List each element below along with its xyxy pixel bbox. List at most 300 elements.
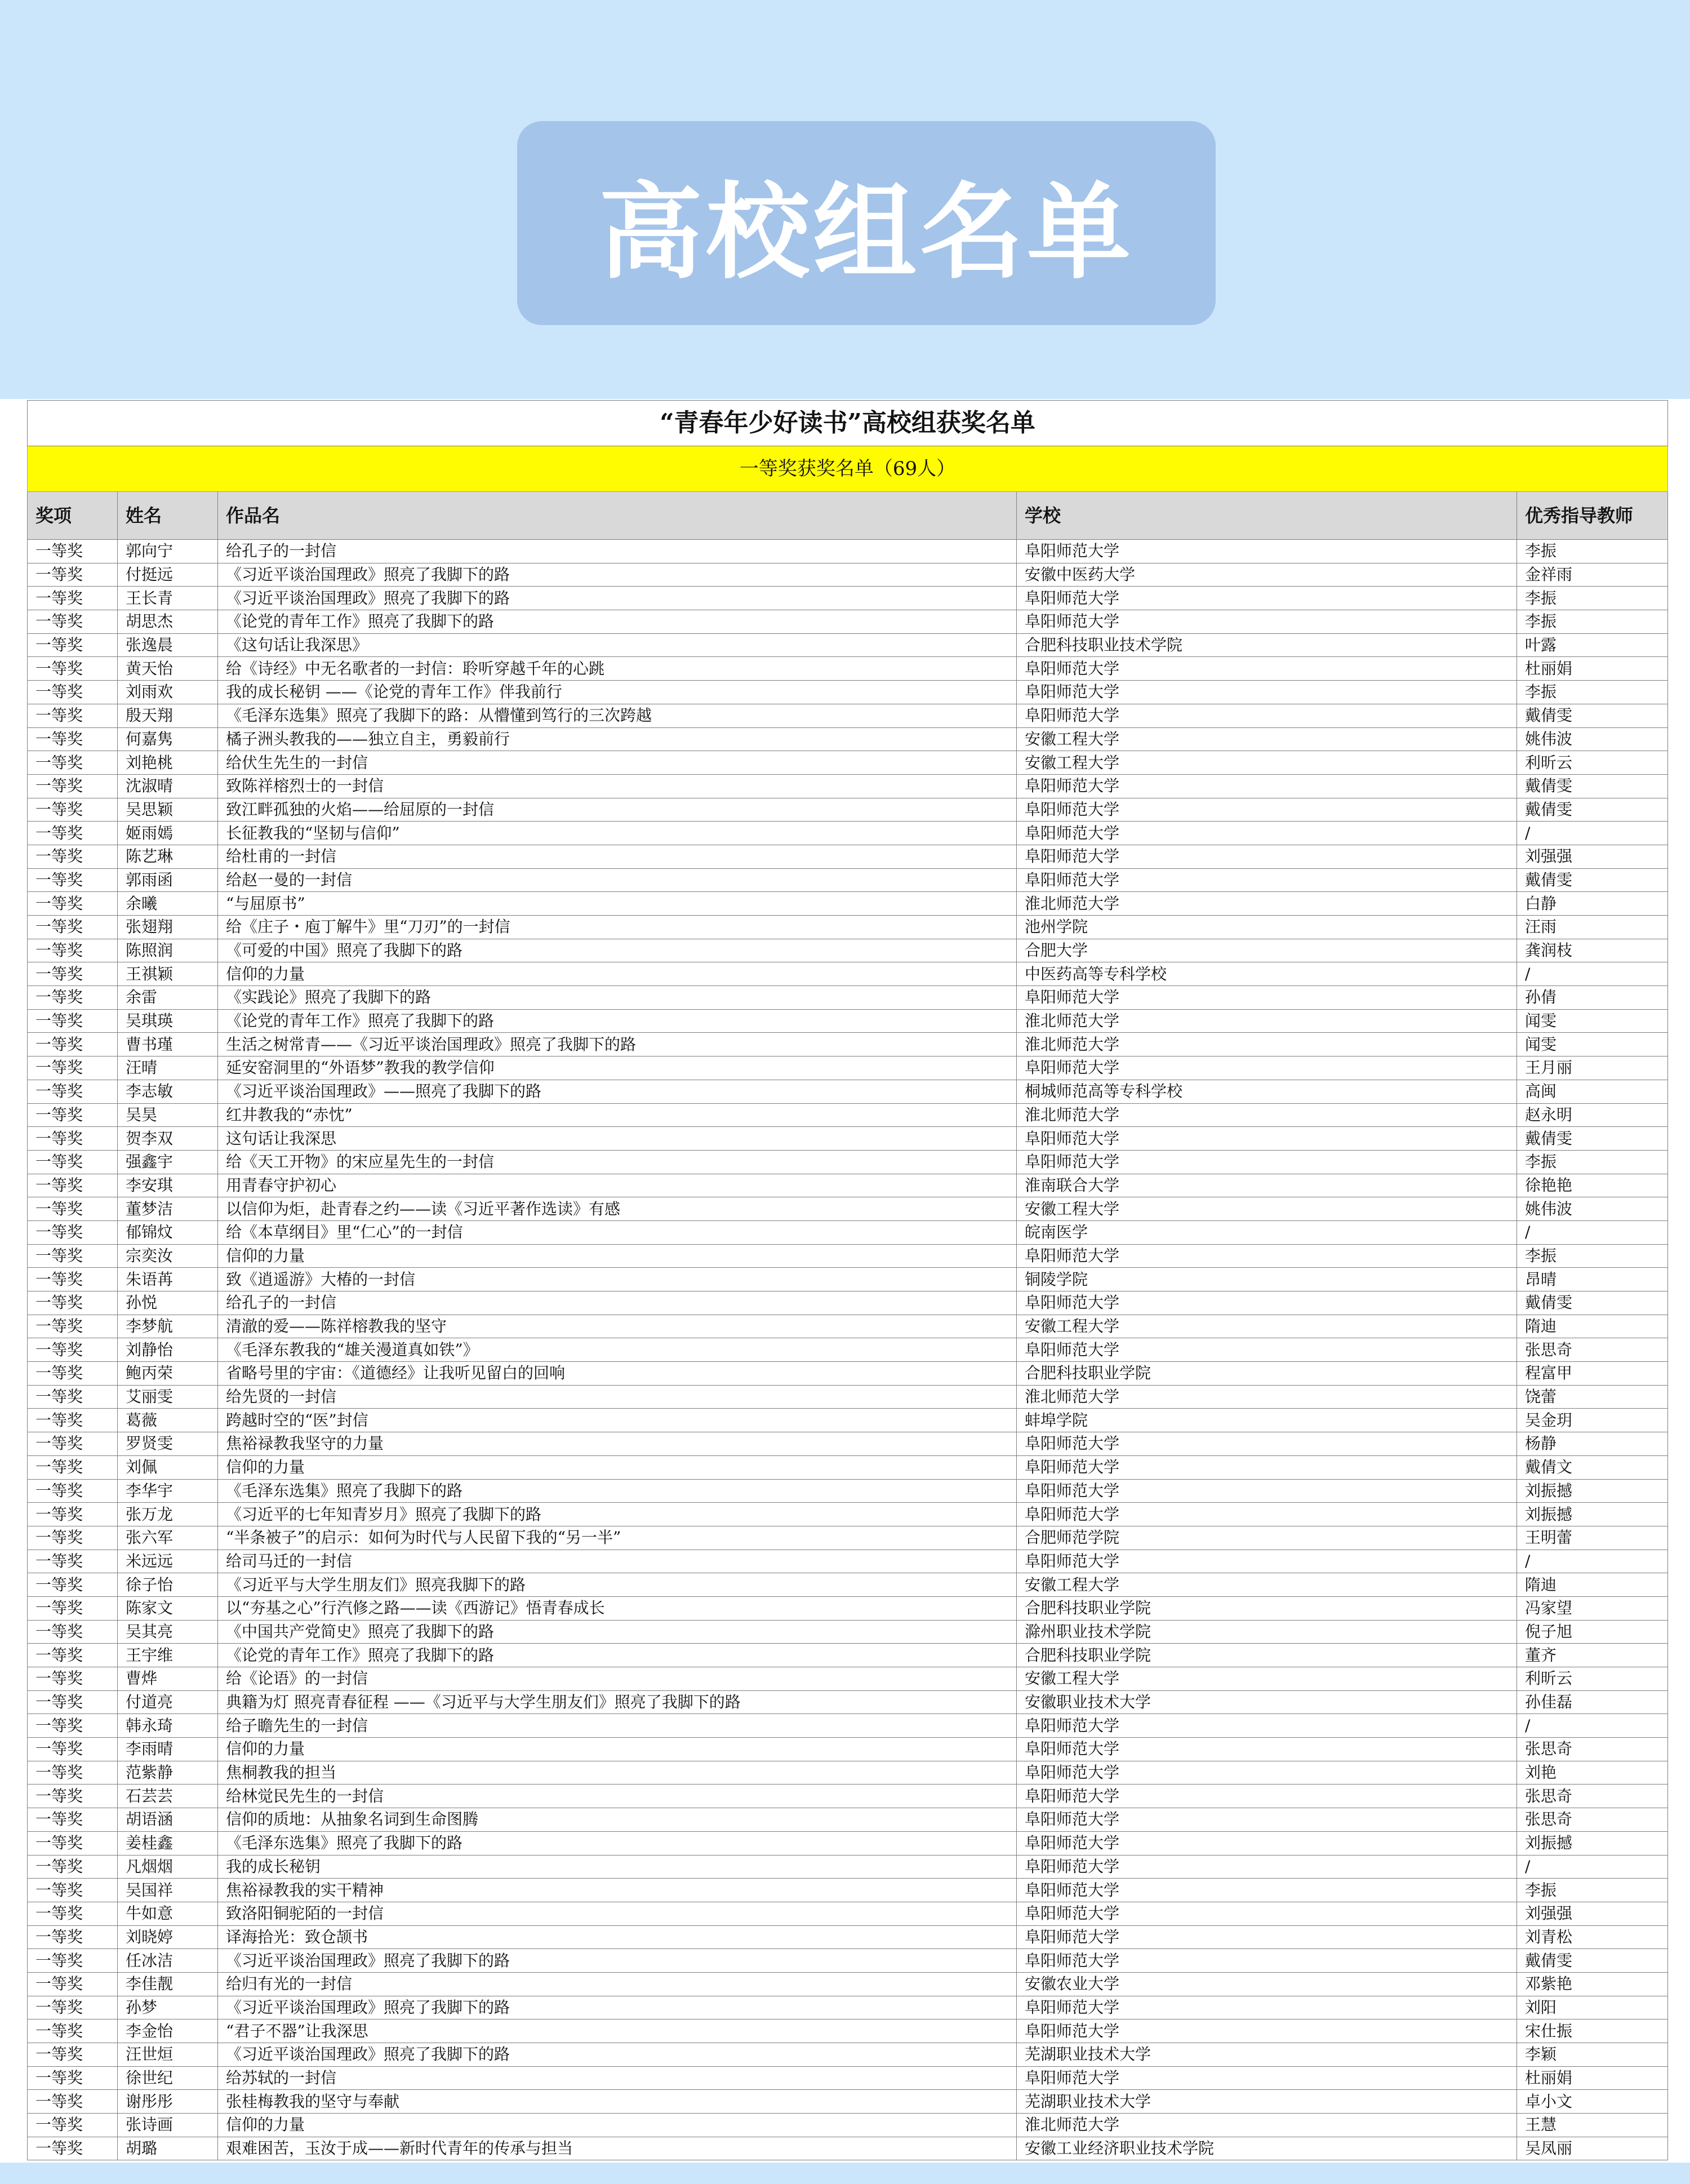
name-cell: 胡思杰	[118, 610, 218, 634]
award-cell: 一等奖	[28, 2137, 118, 2160]
work-title-cell: 《习近平谈治国理政》照亮了我脚下的路	[218, 2043, 1017, 2067]
award-cell: 一等奖	[28, 1268, 118, 1291]
work-title-cell: 给杜甫的一封信	[218, 845, 1017, 868]
work-title-cell: 焦桐教我的担当	[218, 1761, 1017, 1785]
name-cell: 吴国祥	[118, 1879, 218, 1902]
name-cell: 姜桂鑫	[118, 1831, 218, 1855]
school-cell: 阜阳师范大学	[1017, 1925, 1517, 1949]
table-title: “青春年少好读书”高校组获奖名单	[28, 401, 1668, 446]
name-cell: 徐子怡	[118, 1573, 218, 1597]
name-cell: 余雷	[118, 986, 218, 1010]
school-cell: 阜阳师范大学	[1017, 1949, 1517, 1973]
work-title-cell: 《这句话让我深思》	[218, 633, 1017, 657]
work-title-cell: “君子不器”让我深思	[218, 2019, 1017, 2043]
work-title-cell: 《习近平谈治国理政》——照亮了我脚下的路	[218, 1080, 1017, 1103]
school-cell: 阜阳师范大学	[1017, 1808, 1517, 1832]
table-row	[28, 798, 1668, 822]
school-cell: 铜陵学院	[1017, 1268, 1517, 1291]
award-cell: 一等奖	[28, 1385, 118, 1409]
table-row	[28, 1197, 1668, 1221]
table-row	[28, 916, 1668, 939]
table-row	[28, 1033, 1668, 1057]
table-row	[28, 1291, 1668, 1315]
teacher-cell: 李振	[1517, 1150, 1668, 1174]
teacher-cell: 卓小文	[1517, 2090, 1668, 2114]
teacher-cell: 叶露	[1517, 633, 1668, 657]
work-title-cell: 给林觉民先生的一封信	[218, 1785, 1017, 1808]
teacher-cell: /	[1517, 1855, 1668, 1879]
name-cell: 李华宇	[118, 1479, 218, 1503]
name-cell: 刘雨欢	[118, 681, 218, 704]
name-cell: 胡语涵	[118, 1808, 218, 1832]
table-row	[28, 1385, 1668, 1409]
name-cell: 王祺颖	[118, 962, 218, 986]
work-title-cell: 信仰的力量	[218, 1244, 1017, 1268]
table-row	[28, 868, 1668, 892]
work-title-cell: 《习近平的七年知青岁月》照亮了我脚下的路	[218, 1503, 1017, 1526]
school-cell: 阜阳师范大学	[1017, 1244, 1517, 1268]
teacher-cell: 刘艳	[1517, 1761, 1668, 1785]
award-cell: 一等奖	[28, 1879, 118, 1902]
teacher-cell: 戴倩雯	[1517, 1127, 1668, 1151]
table-row	[28, 1432, 1668, 1456]
award-cell: 一等奖	[28, 845, 118, 868]
teacher-cell: 徐艳艳	[1517, 1174, 1668, 1197]
teacher-cell: 戴倩雯	[1517, 704, 1668, 727]
award-cell: 一等奖	[28, 1033, 118, 1057]
table-row	[28, 1479, 1668, 1503]
teacher-cell: 李振	[1517, 681, 1668, 704]
teacher-cell: 姚伟波	[1517, 727, 1668, 751]
table-row	[28, 1409, 1668, 1432]
school-cell: 安徽中医药大学	[1017, 563, 1517, 587]
name-cell: 朱语苒	[118, 1268, 218, 1291]
teacher-cell: 闻雯	[1517, 1033, 1668, 1057]
teacher-cell: 刘振撼	[1517, 1831, 1668, 1855]
school-cell: 阜阳师范大学	[1017, 1761, 1517, 1785]
name-cell: 李金怡	[118, 2019, 218, 2043]
teacher-cell: /	[1517, 1220, 1668, 1244]
award-cell: 一等奖	[28, 962, 118, 986]
table-row	[28, 2137, 1668, 2160]
school-cell: 淮北师范大学	[1017, 1385, 1517, 1409]
table-row	[28, 2043, 1668, 2067]
work-title-cell: 致陈祥榕烈士的一封信	[218, 774, 1017, 798]
table-row	[28, 2066, 1668, 2090]
teacher-cell: 刘振撼	[1517, 1479, 1668, 1503]
award-cell: 一等奖	[28, 540, 118, 563]
work-title-cell: 给归有光的一封信	[218, 1972, 1017, 1996]
award-cell: 一等奖	[28, 798, 118, 822]
teacher-cell: 王月丽	[1517, 1057, 1668, 1080]
bottom-strip	[0, 2163, 1690, 2184]
name-cell: 陈家文	[118, 1596, 218, 1620]
table-row	[28, 1526, 1668, 1550]
work-title-cell: 《论党的青年工作》照亮了我脚下的路	[218, 1644, 1017, 1667]
name-cell: 郭雨函	[118, 868, 218, 892]
work-title-cell: 省略号里的宇宙：《道德经》让我听见留白的回响	[218, 1362, 1017, 1386]
award-cell: 一等奖	[28, 727, 118, 751]
teacher-cell: 孙佳磊	[1517, 1690, 1668, 1714]
award-cell: 一等奖	[28, 822, 118, 845]
school-cell: 阜阳师范大学	[1017, 1503, 1517, 1526]
work-title-cell: 《习近平谈治国理政》照亮了我脚下的路	[218, 563, 1017, 587]
award-cell: 一等奖	[28, 704, 118, 727]
teacher-cell: /	[1517, 962, 1668, 986]
teacher-cell: 戴倩雯	[1517, 1949, 1668, 1973]
award-cell: 一等奖	[28, 1338, 118, 1362]
school-cell: 芜湖职业技术大学	[1017, 2043, 1517, 2067]
table-row	[28, 845, 1668, 868]
name-cell: 孙梦	[118, 1996, 218, 2019]
award-cell: 一等奖	[28, 1785, 118, 1808]
work-title-cell: 生活之树常青——《习近平谈治国理政》照亮了我脚下的路	[218, 1033, 1017, 1057]
table-row	[28, 1667, 1668, 1691]
work-title-cell: 《可爱的中国》照亮了我脚下的路	[218, 939, 1017, 962]
table-row	[28, 1785, 1668, 1808]
name-cell: 牛如意	[118, 1902, 218, 1925]
table-row	[28, 1080, 1668, 1103]
school-cell: 阜阳师范大学	[1017, 587, 1517, 610]
table-row	[28, 1831, 1668, 1855]
work-title-cell: 我的成长秘钥	[218, 1855, 1017, 1879]
school-cell: 淮北师范大学	[1017, 1009, 1517, 1033]
work-title-cell: 延安窑洞里的“外语梦”教我的教学信仰	[218, 1057, 1017, 1080]
table-row	[28, 1150, 1668, 1174]
table-row	[28, 704, 1668, 727]
school-cell: 合肥科技职业学院	[1017, 1644, 1517, 1667]
award-cell: 一等奖	[28, 1808, 118, 1832]
award-cell: 一等奖	[28, 1761, 118, 1785]
table-row	[28, 1714, 1668, 1738]
teacher-cell: 张思奇	[1517, 1808, 1668, 1832]
teacher-cell: 李振	[1517, 1244, 1668, 1268]
table-row	[28, 774, 1668, 798]
teacher-cell: /	[1517, 1714, 1668, 1738]
name-cell: 李安琪	[118, 1174, 218, 1197]
school-cell: 阜阳师范大学	[1017, 2066, 1517, 2090]
award-cell: 一等奖	[28, 1738, 118, 1761]
teacher-cell: 赵永明	[1517, 1103, 1668, 1127]
work-title-cell: 典籍为灯 照亮青春征程 ——《习近平与大学生朋友们》照亮了我脚下的路	[218, 1690, 1017, 1714]
name-cell: 陈照润	[118, 939, 218, 962]
table-row	[28, 1455, 1668, 1479]
school-cell: 阜阳师范大学	[1017, 1902, 1517, 1925]
name-cell: 曹烨	[118, 1667, 218, 1691]
school-cell: 淮北师范大学	[1017, 892, 1517, 916]
teacher-cell: 刘强强	[1517, 1902, 1668, 1925]
teacher-cell: 杜丽娟	[1517, 2066, 1668, 2090]
school-cell: 皖南医学	[1017, 1220, 1517, 1244]
work-title-cell: 《习近平谈治国理政》照亮了我脚下的路	[218, 1996, 1017, 2019]
teacher-cell: 张思奇	[1517, 1785, 1668, 1808]
teacher-cell: 冯家望	[1517, 1596, 1668, 1620]
school-cell: 安徽工程大学	[1017, 727, 1517, 751]
school-cell: 阜阳师范大学	[1017, 1479, 1517, 1503]
table-row	[28, 1596, 1668, 1620]
school-cell: 合肥科技职业学院	[1017, 1596, 1517, 1620]
table-row	[28, 1761, 1668, 1785]
school-cell: 阜阳师范大学	[1017, 1127, 1517, 1151]
teacher-cell: 杨静	[1517, 1432, 1668, 1456]
table-row	[28, 1949, 1668, 1973]
award-cell: 一等奖	[28, 1972, 118, 1996]
name-cell: 葛薇	[118, 1409, 218, 1432]
school-cell: 阜阳师范大学	[1017, 704, 1517, 727]
work-title-cell: 译海拾光：致仓颉书	[218, 1925, 1017, 1949]
teacher-cell: 吴金玥	[1517, 1409, 1668, 1432]
table-row	[28, 1879, 1668, 1902]
work-title-cell: 信仰的力量	[218, 1738, 1017, 1761]
school-cell: 阜阳师范大学	[1017, 2019, 1517, 2043]
name-cell: 董梦洁	[118, 1197, 218, 1221]
name-cell: 罗贤雯	[118, 1432, 218, 1456]
school-cell: 阜阳师范大学	[1017, 1150, 1517, 1174]
award-cell: 一等奖	[28, 1902, 118, 1925]
teacher-cell: 戴倩雯	[1517, 1291, 1668, 1315]
work-title-cell: 给司马迁的一封信	[218, 1550, 1017, 1573]
school-cell: 池州学院	[1017, 916, 1517, 939]
name-cell: 付挺远	[118, 563, 218, 587]
work-title-cell: 给先贤的一封信	[218, 1385, 1017, 1409]
column-header-school: 学校	[1017, 492, 1517, 540]
award-cell: 一等奖	[28, 1831, 118, 1855]
table-row	[28, 1972, 1668, 1996]
award-cell: 一等奖	[28, 774, 118, 798]
banner-title: 高校组名单	[598, 172, 1134, 293]
work-title-cell: 《论党的青年工作》照亮了我脚下的路	[218, 610, 1017, 634]
name-cell: 艾丽雯	[118, 1385, 218, 1409]
teacher-cell: 李振	[1517, 587, 1668, 610]
name-cell: 王宇维	[118, 1644, 218, 1667]
table-row	[28, 1620, 1668, 1644]
award-cell: 一等奖	[28, 1362, 118, 1386]
school-cell: 中医药高等专科学校	[1017, 962, 1517, 986]
teacher-cell: 戴倩雯	[1517, 798, 1668, 822]
award-cell: 一等奖	[28, 563, 118, 587]
teacher-cell: 倪子旭	[1517, 1620, 1668, 1644]
school-cell: 阜阳师范大学	[1017, 1432, 1517, 1456]
teacher-cell: 王明蕾	[1517, 1526, 1668, 1550]
award-cell: 一等奖	[28, 1315, 118, 1338]
award-cell: 一等奖	[28, 1174, 118, 1197]
work-title-cell: 信仰的力量	[218, 962, 1017, 986]
name-cell: 张诗画	[118, 2114, 218, 2137]
name-cell: 石芸芸	[118, 1785, 218, 1808]
school-cell: 阜阳师范大学	[1017, 1738, 1517, 1761]
work-title-cell: 红井教我的“赤忱”	[218, 1103, 1017, 1127]
teacher-cell: 龚润枝	[1517, 939, 1668, 962]
teacher-cell: 杜丽娟	[1517, 657, 1668, 681]
school-cell: 淮北师范大学	[1017, 1103, 1517, 1127]
teacher-cell: 昂晴	[1517, 1268, 1668, 1291]
name-cell: 姬雨嫣	[118, 822, 218, 845]
table-row	[28, 1127, 1668, 1151]
work-title-cell: 《毛泽东选集》照亮了我脚下的路	[218, 1831, 1017, 1855]
teacher-cell: 戴倩雯	[1517, 774, 1668, 798]
work-title-cell: 跨越时空的“医”封信	[218, 1409, 1017, 1432]
teacher-cell: 孙倩	[1517, 986, 1668, 1010]
table-row	[28, 727, 1668, 751]
table-subtitle: 一等奖获奖名单（69人）	[28, 446, 1668, 492]
name-cell: 胡璐	[118, 2137, 218, 2160]
work-title-cell: 清澈的爱——陈祥榕教我的坚守	[218, 1315, 1017, 1338]
school-cell: 阜阳师范大学	[1017, 1291, 1517, 1315]
name-cell: 刘佩	[118, 1455, 218, 1479]
award-cell: 一等奖	[28, 939, 118, 962]
school-cell: 安徽农业大学	[1017, 1972, 1517, 1996]
name-cell: 何嘉隽	[118, 727, 218, 751]
school-cell: 淮南联合大学	[1017, 1174, 1517, 1197]
award-cell: 一等奖	[28, 1220, 118, 1244]
school-cell: 合肥科技职业学院	[1017, 1362, 1517, 1386]
award-cell: 一等奖	[28, 1503, 118, 1526]
work-title-cell: 《毛泽东教我的“雄关漫道真如铁”》	[218, 1338, 1017, 1362]
name-cell: 任冰洁	[118, 1949, 218, 1973]
teacher-cell: 戴倩雯	[1517, 868, 1668, 892]
teacher-cell: 王慧	[1517, 2114, 1668, 2137]
award-cell: 一等奖	[28, 986, 118, 1010]
name-cell: 李雨晴	[118, 1738, 218, 1761]
teacher-cell: 李颖	[1517, 2043, 1668, 2067]
award-cell: 一等奖	[28, 1949, 118, 1973]
award-cell: 一等奖	[28, 610, 118, 634]
name-cell: 吴琪瑛	[118, 1009, 218, 1033]
name-cell: 张万龙	[118, 1503, 218, 1526]
work-title-cell: 《毛泽东选集》照亮了我脚下的路	[218, 1479, 1017, 1503]
award-cell: 一等奖	[28, 1150, 118, 1174]
work-title-cell: 给《本草纲目》里“仁心”的一封信	[218, 1220, 1017, 1244]
table-row	[28, 1362, 1668, 1386]
school-cell: 阜阳师范大学	[1017, 1550, 1517, 1573]
table-row	[28, 540, 1668, 563]
school-cell: 阜阳师范大学	[1017, 1831, 1517, 1855]
work-title-cell: 焦裕禄教我坚守的力量	[218, 1432, 1017, 1456]
award-cell: 一等奖	[28, 868, 118, 892]
name-cell: 张六军	[118, 1526, 218, 1550]
name-cell: 宗奕汝	[118, 1244, 218, 1268]
name-cell: 殷天翔	[118, 704, 218, 727]
column-header-award: 奖项	[28, 492, 118, 540]
teacher-cell: 闻雯	[1517, 1009, 1668, 1033]
teacher-cell: 李振	[1517, 1879, 1668, 1902]
school-cell: 阜阳师范大学	[1017, 1714, 1517, 1738]
work-title-cell: 信仰的力量	[218, 1455, 1017, 1479]
name-cell: 余曦	[118, 892, 218, 916]
teacher-cell: 隋迪	[1517, 1573, 1668, 1597]
award-cell: 一等奖	[28, 916, 118, 939]
work-title-cell: 给《诗经》中无名歌者的一封信：聆听穿越千年的心跳	[218, 657, 1017, 681]
table-row	[28, 1550, 1668, 1573]
award-cell: 一等奖	[28, 1409, 118, 1432]
award-cell: 一等奖	[28, 1596, 118, 1620]
teacher-cell: 李振	[1517, 610, 1668, 634]
table-row	[28, 1503, 1668, 1526]
award-cell: 一等奖	[28, 1009, 118, 1033]
table-row	[28, 1855, 1668, 1879]
table-row	[28, 2114, 1668, 2137]
teacher-cell: 金祥雨	[1517, 563, 1668, 587]
award-cell: 一等奖	[28, 1620, 118, 1644]
work-title-cell: 焦裕禄教我的实干精神	[218, 1879, 1017, 1902]
school-cell: 安徽工程大学	[1017, 1315, 1517, 1338]
work-title-cell: 张桂梅教我的坚守与奉献	[218, 2090, 1017, 2114]
work-title-cell: 用青春守护初心	[218, 1174, 1017, 1197]
award-cell: 一等奖	[28, 1667, 118, 1691]
table-row	[28, 681, 1668, 704]
award-cell: 一等奖	[28, 2090, 118, 2114]
school-cell: 阜阳师范大学	[1017, 1785, 1517, 1808]
teacher-cell: 董齐	[1517, 1644, 1668, 1667]
name-cell: 李佳靓	[118, 1972, 218, 1996]
name-cell: 汪晴	[118, 1057, 218, 1080]
name-cell: 凡烟烟	[118, 1855, 218, 1879]
name-cell: 陈艺琳	[118, 845, 218, 868]
column-header-teacher: 优秀指导教师	[1517, 492, 1668, 540]
work-title-cell: 《论党的青年工作》照亮了我脚下的路	[218, 1009, 1017, 1033]
column-header-name: 姓名	[118, 492, 218, 540]
name-cell: 徐世纪	[118, 2066, 218, 2090]
work-title-cell: 给孔子的一封信	[218, 1291, 1017, 1315]
award-cell: 一等奖	[28, 1714, 118, 1738]
name-cell: 吴思颖	[118, 798, 218, 822]
table-row	[28, 986, 1668, 1010]
teacher-cell: /	[1517, 822, 1668, 845]
name-cell: 韩永琦	[118, 1714, 218, 1738]
award-cell: 一等奖	[28, 1103, 118, 1127]
name-cell: 张逸晨	[118, 633, 218, 657]
award-cell: 一等奖	[28, 751, 118, 775]
school-cell: 合肥大学	[1017, 939, 1517, 962]
school-cell: 合肥科技职业技术学院	[1017, 633, 1517, 657]
table-row	[28, 939, 1668, 962]
school-cell: 阜阳师范大学	[1017, 774, 1517, 798]
teacher-cell: 刘振撼	[1517, 1503, 1668, 1526]
work-title-cell: 给子瞻先生的一封信	[218, 1714, 1017, 1738]
school-cell: 安徽工程大学	[1017, 1573, 1517, 1597]
teacher-cell: 吴凤丽	[1517, 2137, 1668, 2160]
name-cell: 付道亮	[118, 1690, 218, 1714]
teacher-cell: 宋仕振	[1517, 2019, 1668, 2043]
teacher-cell: 邓紫艳	[1517, 1972, 1668, 1996]
teacher-cell: 高闽	[1517, 1080, 1668, 1103]
name-cell: 范紫静	[118, 1761, 218, 1785]
work-title-cell: 给《论语》的一封信	[218, 1667, 1017, 1691]
table-row	[28, 1573, 1668, 1597]
name-cell: 王长青	[118, 587, 218, 610]
name-cell: 谢彤彤	[118, 2090, 218, 2114]
work-title-cell: “与屈原书”	[218, 892, 1017, 916]
award-cell: 一等奖	[28, 1644, 118, 1667]
school-cell: 安徽工程大学	[1017, 1197, 1517, 1221]
teacher-cell: 张思奇	[1517, 1738, 1668, 1761]
table-row	[28, 610, 1668, 634]
work-title-cell: 《习近平与大学生朋友们》照亮我脚下的路	[218, 1573, 1017, 1597]
award-cell: 一等奖	[28, 1291, 118, 1315]
work-title-cell: 《实践论》照亮了我脚下的路	[218, 986, 1017, 1010]
school-cell: 淮北师范大学	[1017, 2114, 1517, 2137]
award-cell: 一等奖	[28, 1526, 118, 1550]
school-cell: 合肥师范学院	[1017, 1526, 1517, 1550]
name-cell: 吴昊	[118, 1103, 218, 1127]
name-cell: 鲍丙荣	[118, 1362, 218, 1386]
school-cell: 安徽职业技术大学	[1017, 1690, 1517, 1714]
award-cell: 一等奖	[28, 1127, 118, 1151]
award-cell: 一等奖	[28, 1996, 118, 2019]
school-cell: 桐城师范高等专科学校	[1017, 1080, 1517, 1103]
name-cell: 郁锦炆	[118, 1220, 218, 1244]
work-title-cell: 橘子洲头教我的——独立自主，勇毅前行	[218, 727, 1017, 751]
